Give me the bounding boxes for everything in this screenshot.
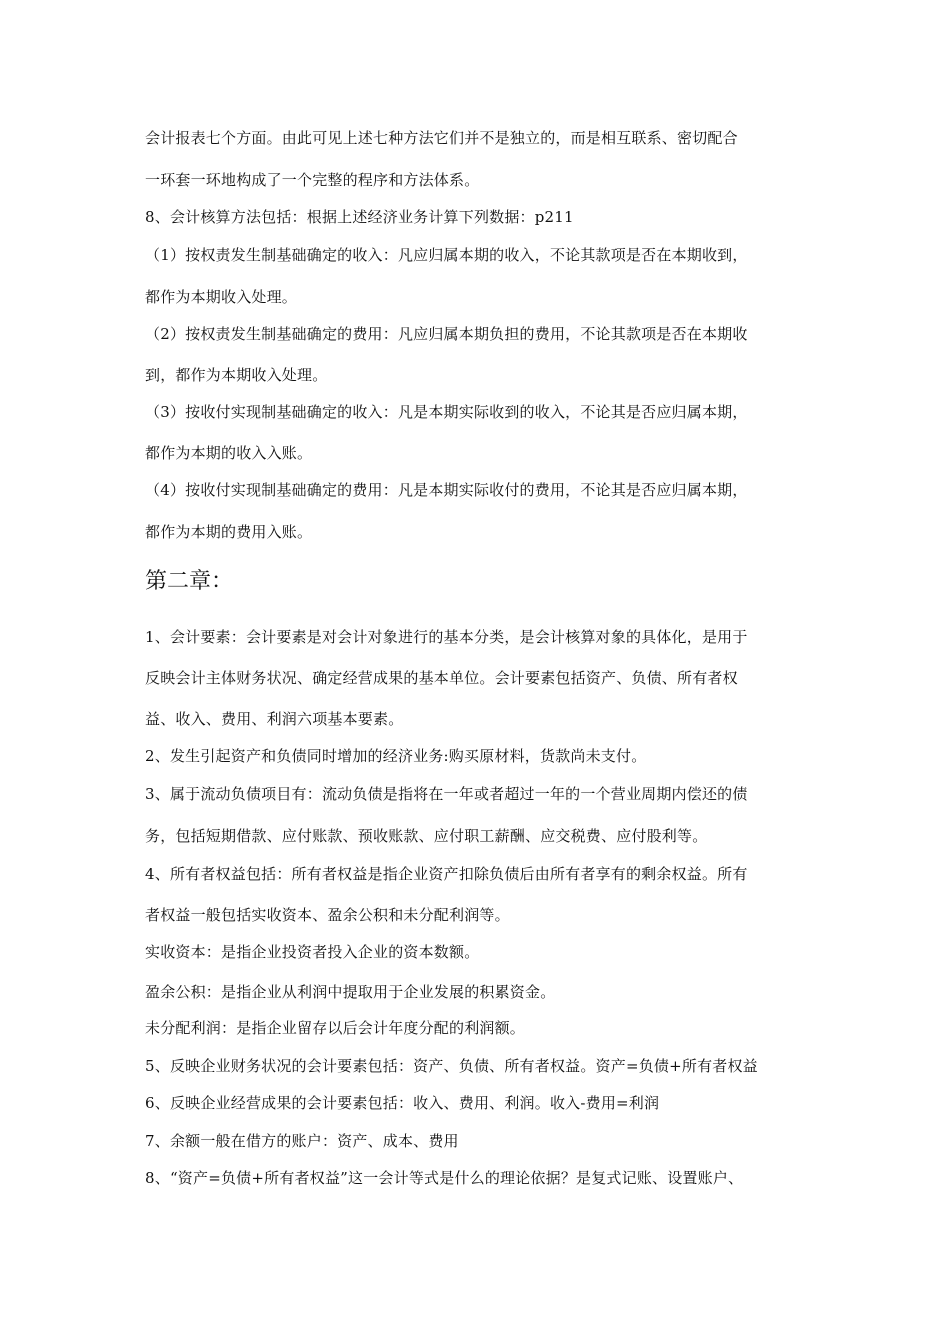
paragraph-line: 会计报表七个方面。由此可见上述七种方法它们并不是独立的，而是相互联系、密切配合 [145, 129, 738, 147]
paragraph-line: 益、收入、费用、利润六项基本要素。 [145, 710, 404, 728]
paragraph-line: 3、属于流动负债项目有：流动负债是指将在一年或者超过一年的一个营业周期内偿还的债 [145, 785, 748, 803]
chapter-heading: 第二章： [145, 569, 234, 594]
paragraph-line: 7、余额一般在借方的账户：资产、成本、费用 [145, 1132, 459, 1150]
paragraph-line: 2、发生引起资产和负债同时增加的经济业务:购买原材料，货款尚未支付。 [145, 747, 647, 765]
paragraph-line: （1）按权责发生制基础确定的收入：凡应归属本期的收入，不论其款项是否在本期收到， [145, 246, 748, 264]
paragraph-line: 反映会计主体财务状况、确定经营成果的基本单位。会计要素包括资产、负债、所有者权 [145, 669, 738, 687]
paragraph-line: （2）按权责发生制基础确定的费用：凡应归属本期负担的费用，不论其款项是否在本期收 [145, 325, 748, 343]
paragraph-line: 到，都作为本期收入处理。 [145, 366, 328, 384]
paragraph-line: 8、“资产=负债+所有者权益”这一会计等式是什么的理论依据？是复式记账、设置账户、 [145, 1169, 744, 1187]
paragraph-line: 务，包括短期借款、应付账款、预收账款、应付职工薪酬、应交税费、应付股利等。 [145, 827, 708, 845]
paragraph-line: 5、反映企业财务状况的会计要素包括：资产、负债、所有者权益。资产=负债+所有者权益 [145, 1057, 758, 1075]
paragraph-line: 1、会计要素：会计要素是对会计对象进行的基本分类，是会计核算对象的具体化，是用于 [145, 628, 748, 646]
paragraph-line: （3）按收付实现制基础确定的收入：凡是本期实际收到的收入，不论其是否应归属本期， [145, 403, 748, 421]
paragraph-line: 4、所有者权益包括：所有者权益是指企业资产扣除负债后由所有者享有的剩余权益。所有 [145, 865, 748, 883]
paragraph-line: （4）按收付实现制基础确定的费用：凡是本期实际收付的费用，不论其是否应归属本期， [145, 481, 748, 499]
paragraph-line: 都作为本期的费用入账。 [145, 523, 313, 541]
paragraph-line: 都作为本期收入处理。 [145, 288, 298, 306]
paragraph-line: 一环套一环地构成了一个完整的程序和方法体系。 [145, 171, 480, 189]
paragraph-line: 8、会计核算方法包括：根据上述经济业务计算下列数据：p211 [145, 208, 574, 226]
paragraph-line: 盈余公积：是指企业从利润中提取用于企业发展的积累资金。 [145, 983, 556, 1001]
paragraph-line: 都作为本期的收入入账。 [145, 444, 313, 462]
paragraph-line: 者权益一般包括实收资本、盈余公积和未分配利润等。 [145, 906, 510, 924]
paragraph-line: 6、反映企业经营成果的会计要素包括：收入、费用、利润。收入-费用=利润 [145, 1094, 660, 1112]
paragraph-line: 实收资本：是指企业投资者投入企业的资本数额。 [145, 943, 480, 961]
paragraph-line: 未分配利润：是指企业留存以后会计年度分配的利润额。 [145, 1019, 526, 1037]
